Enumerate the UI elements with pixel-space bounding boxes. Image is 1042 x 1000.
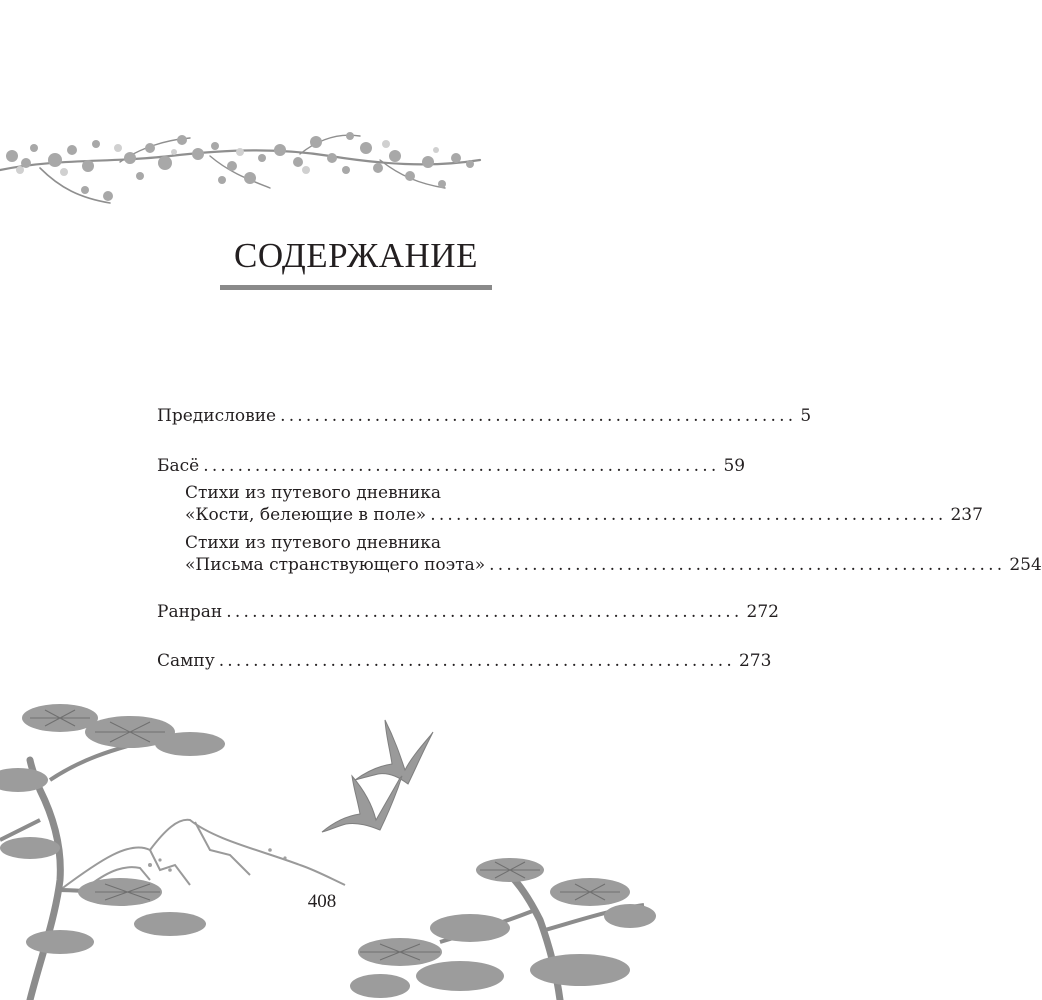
page-title: СОДЕРЖАНИЕ — [234, 236, 478, 275]
toc-leader-dots: ............................................................ — [280, 406, 797, 426]
pine-tree-icon — [0, 704, 225, 1000]
toc-leader-dots: ............................................................ — [430, 505, 947, 525]
toc-entry-page: 273 — [738, 651, 772, 671]
toc-entry-page: 254 — [1009, 555, 1042, 575]
toc-entry-sampu[interactable] — [157, 650, 772, 672]
toc-entry-ranran[interactable] — [157, 601, 779, 623]
toc-subentry-row — [185, 554, 1042, 576]
toc-entry-page: 5 — [800, 406, 812, 426]
title-underline — [220, 285, 492, 290]
toc-leader-dots: ............................................................ — [226, 602, 743, 622]
toc-subentry-line1: Стихи из путевого дневника — [185, 483, 442, 503]
landscape-illustration — [0, 680, 644, 1000]
toc-subentry-row — [185, 504, 983, 526]
toc-leader-dots: ............................................................ — [489, 555, 1006, 575]
toc-entry-label: Басё — [157, 456, 200, 476]
toc-entry-label: «Кости, белеющие в поле» — [185, 505, 427, 525]
toc-entry-basho[interactable] — [157, 455, 746, 477]
toc-entry-preface[interactable] — [157, 405, 812, 427]
toc-entry-page: 59 — [723, 456, 746, 476]
toc-leader-dots: ............................................................ — [203, 456, 720, 476]
toc-entry-label: Сампу — [157, 651, 215, 671]
toc-entry-page: 237 — [950, 505, 983, 525]
toc-entry-label: Ранран — [157, 602, 223, 622]
toc-entry-page: 272 — [746, 602, 779, 622]
pine-tree-icon — [350, 858, 656, 1000]
toc-entry-label: «Письма странствующего поэта» — [185, 555, 486, 575]
toc-entry-label: Предисловие — [157, 406, 277, 426]
cranes-icon — [322, 720, 433, 832]
toc-subentry-line1: Стихи из путевого дневника — [185, 533, 442, 553]
cherry-blossom-branch-icon — [0, 118, 644, 218]
toc-leader-dots: ............................................................ — [218, 651, 735, 671]
page-number: 408 — [307, 891, 337, 912]
